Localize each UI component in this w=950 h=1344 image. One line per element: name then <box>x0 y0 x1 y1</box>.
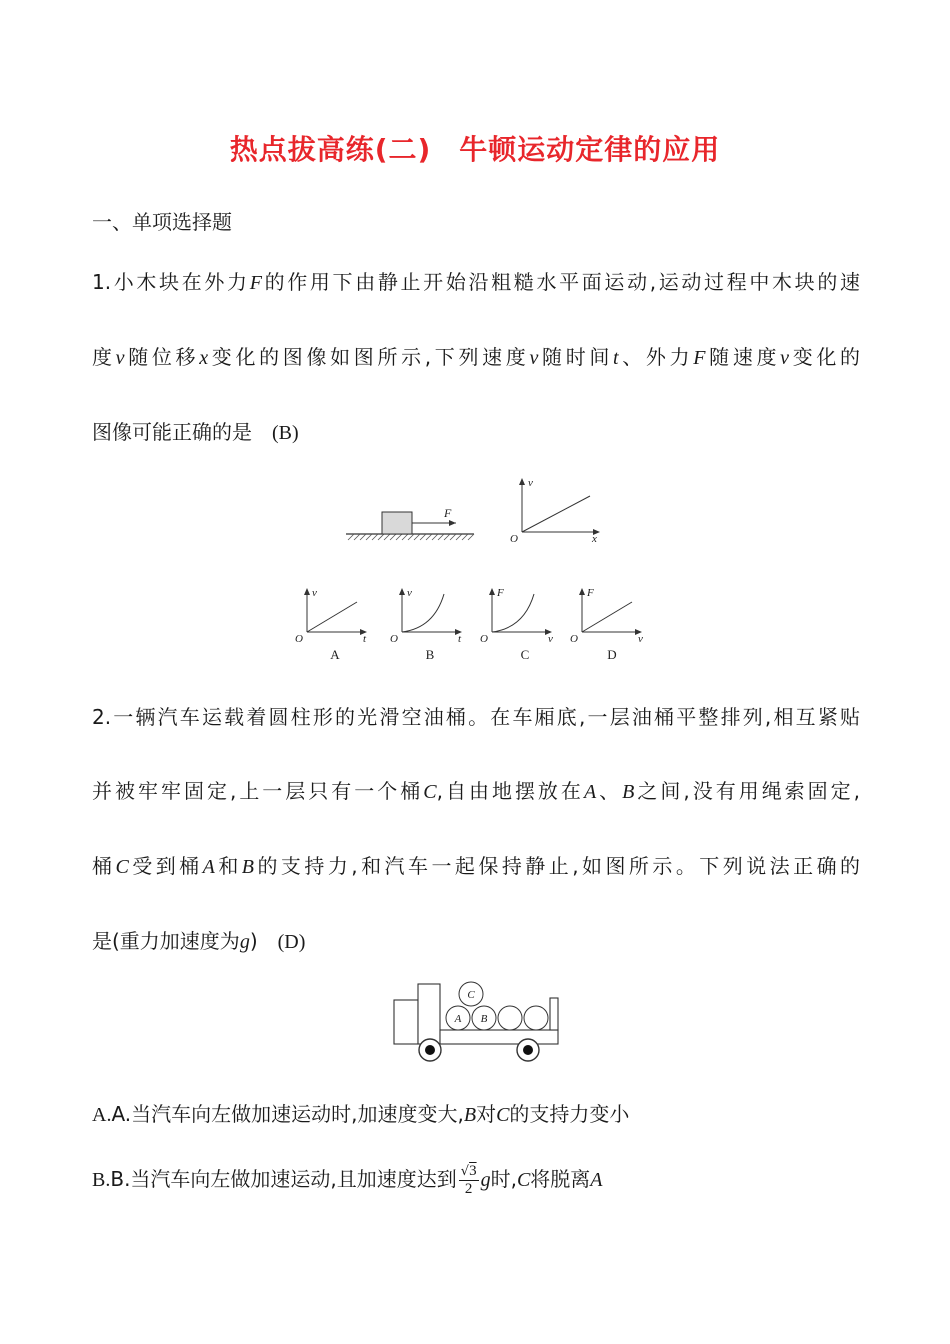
q2-line-2: 并被牢牢固定,上一层只有一个桶C,自由地摆放在A、B之间,没有用绳索固定, <box>92 779 861 803</box>
q1-line-2: 度v随位移x变化的图像如图所示,下列速度v随时间t、外力F随速度v变化的 <box>92 345 861 369</box>
q1-vx-graph <box>506 474 606 544</box>
title-part-1: 热点拔高练(二) <box>229 133 432 166</box>
option-b-text: B.B.当汽车向左做加速运动,且加速度达到 $\frac{√3}{2}$ g时,C将脱离A <box>92 1163 603 1197</box>
option-d-label: D <box>607 647 617 662</box>
option-c-graph <box>478 584 556 664</box>
fraction-sqrt3-over-2: $\frac{√3}{2}$ <box>460 1163 477 1197</box>
svg-text:F: F <box>497 587 504 599</box>
svg-text:t: t <box>458 633 462 645</box>
title-part-2: 牛顿运动定律的应用 <box>459 133 721 166</box>
svg-text:O: O <box>510 533 518 544</box>
svg-text:v: v <box>407 587 412 599</box>
svg-text:v: v <box>528 477 533 489</box>
option-a-graph <box>293 584 371 664</box>
option-c-label: C <box>520 647 530 662</box>
force-label: F <box>444 506 452 520</box>
option-d-graph <box>568 584 646 664</box>
svg-text:x: x <box>592 533 597 544</box>
tailgate <box>550 998 558 1030</box>
q1-line-1: 1.小木块在外力F的作用下由静止开始沿粗糙水平面运动,运动过程中木块的速 <box>92 270 860 294</box>
barrel-4 <box>524 1006 548 1030</box>
q1-block-figure <box>340 500 480 544</box>
svg-text:A: A <box>454 1013 462 1025</box>
svg-text:O: O <box>480 633 488 645</box>
svg-text:O: O <box>295 633 303 645</box>
barrel-3 <box>498 1006 522 1030</box>
section-heading: 一、单项选择题 <box>92 210 232 234</box>
option-a-text: A.A.当汽车向左做加速运动时,加速度变大,B对C的支持力变小 <box>92 1102 630 1126</box>
svg-text:v: v <box>638 633 643 645</box>
svg-text:C: C <box>467 989 475 1001</box>
wood-block <box>382 512 412 534</box>
svg-text:B: B <box>480 1013 488 1025</box>
svg-text:F: F <box>587 587 594 599</box>
option-b-label: B <box>425 647 435 662</box>
q2-line-1: 2.一辆汽车运载着圆柱形的光滑空油桶。在车厢底,一层油桶平整排列,相互紧贴 <box>92 705 860 729</box>
truck-figure <box>388 976 564 1068</box>
q2-line-3: 桶C受到桶A和B的支持力,和汽车一起保持静止,如图所示。下列说法正确的 <box>92 854 861 878</box>
q1-answer: (B) <box>272 422 299 444</box>
truck-bed <box>440 1030 558 1044</box>
svg-text:O: O <box>570 633 578 645</box>
option-b-graph <box>388 584 466 664</box>
truck-cab <box>394 1000 418 1044</box>
page-title <box>0 128 950 168</box>
q2-line-4: 是(重力加速度为g) (D) <box>92 929 306 953</box>
q1-line-3: 图像可能正确的是 (B) <box>92 420 299 444</box>
q2-answer: (D) <box>277 931 306 953</box>
option-a-label: A <box>330 647 340 662</box>
svg-text:t: t <box>363 633 367 645</box>
svg-text:O: O <box>390 633 398 645</box>
svg-text:v: v <box>312 587 317 599</box>
svg-text:v: v <box>548 633 553 645</box>
